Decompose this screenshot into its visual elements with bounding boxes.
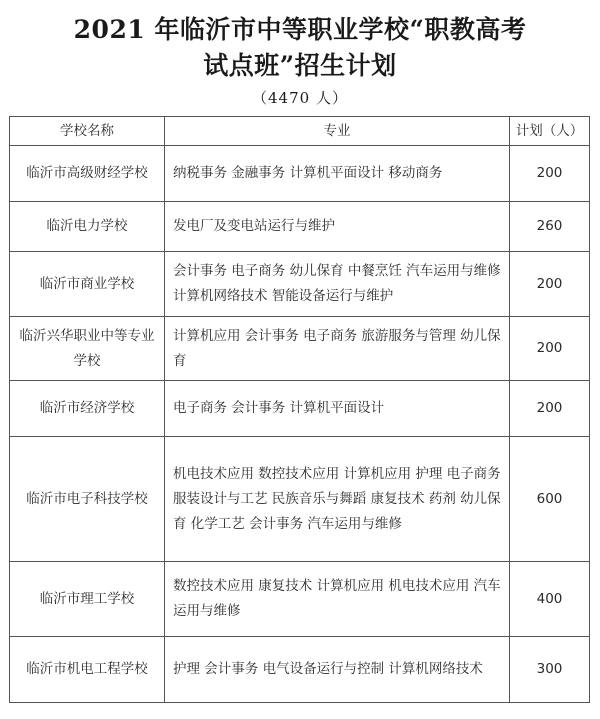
plan-count: 200 — [510, 252, 590, 317]
enrollment-plan-table — [9, 116, 590, 703]
document-title-line-2: 试点班”招生计划 — [203, 51, 397, 80]
school-name: 临沂市机电工程学校 — [10, 637, 165, 703]
major-list: 会计事务 电子商务 幼儿保育 中餐烹饪 汽车运用与维修 计算机网络技术 智能设备运行与维护 — [165, 252, 510, 317]
school-name: 临沂市高级财经学校 — [10, 146, 165, 202]
major-list: 纳税事务 金融事务 计算机平面设计 移动商务 — [165, 146, 510, 202]
major-list: 机电技术应用 数控技术应用 计算机应用 护理 电子商务 服装设计与工艺 民族音乐与舞蹈 康复技术 药剂 幼儿保育 化学工艺 会计事务 汽车运用与维修 — [165, 437, 510, 562]
table-row — [10, 146, 590, 202]
major-list: 电子商务 会计事务 计算机平面设计 — [165, 381, 510, 437]
table-row — [10, 637, 590, 703]
plan-count: 260 — [510, 202, 590, 252]
header-major: 专业 — [165, 117, 510, 146]
table-row — [10, 317, 590, 381]
plan-count: 200 — [510, 146, 590, 202]
table-row — [10, 252, 590, 317]
school-name: 临沂市商业学校 — [10, 252, 165, 317]
table-row — [10, 562, 590, 637]
table-header-row — [10, 117, 590, 146]
major-list: 护理 会计事务 电气设备运行与控制 计算机网络技术 — [165, 637, 510, 703]
document-title-line-1: 2021 年临沂市中等职业学校“职教高考 — [73, 15, 527, 44]
table-row — [10, 381, 590, 437]
major-list: 计算机应用 会计事务 电子商务 旅游服务与管理 幼儿保育 — [165, 317, 510, 381]
major-list: 发电厂及变电站运行与维护 — [165, 202, 510, 252]
school-name: 临沂兴华职业中等专业学校 — [10, 317, 165, 381]
plan-count: 300 — [510, 637, 590, 703]
plan-count: 400 — [510, 562, 590, 637]
plan-count: 200 — [510, 381, 590, 437]
major-list: 数控技术应用 康复技术 计算机应用 机电技术应用 汽车运用与维修 — [165, 562, 510, 637]
total-quota: （4470 人） — [252, 89, 348, 107]
plan-count: 600 — [510, 437, 590, 562]
plan-count: 200 — [510, 317, 590, 381]
school-name: 临沂市电子科技学校 — [10, 437, 165, 562]
table-row — [10, 202, 590, 252]
school-name: 临沂市理工学校 — [10, 562, 165, 637]
school-name: 临沂市经济学校 — [10, 381, 165, 437]
table-row — [10, 437, 590, 562]
school-name: 临沂电力学校 — [10, 202, 165, 252]
header-school: 学校名称 — [10, 117, 165, 146]
header-plan: 计划（人） — [510, 117, 590, 146]
